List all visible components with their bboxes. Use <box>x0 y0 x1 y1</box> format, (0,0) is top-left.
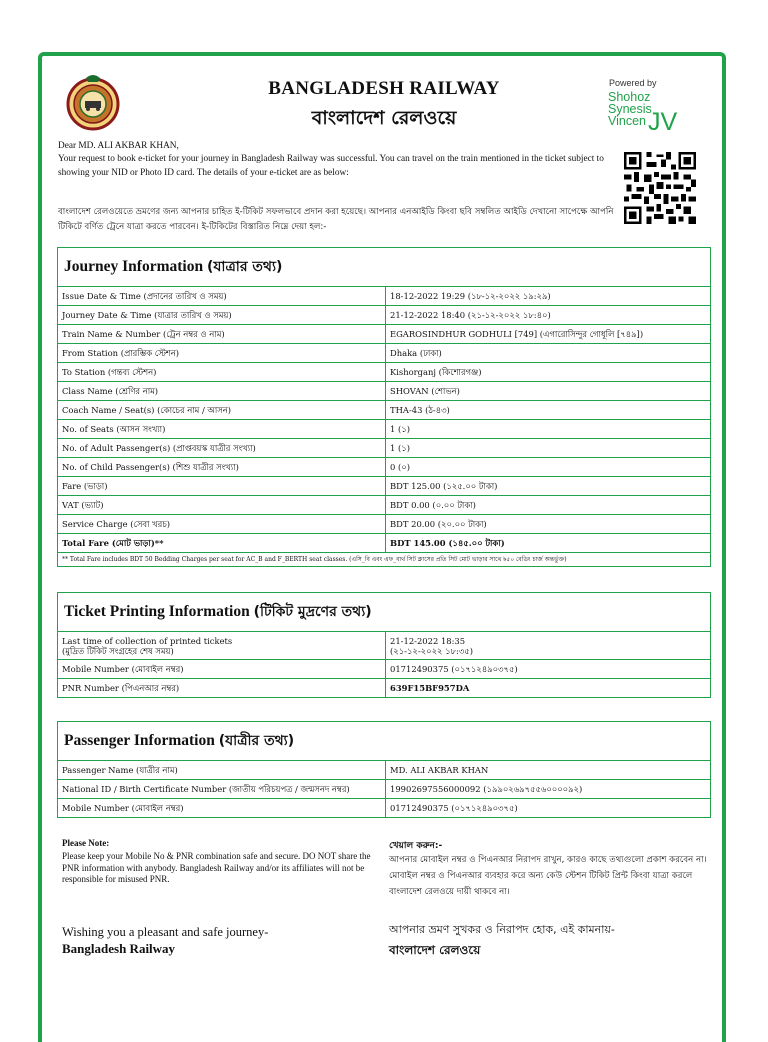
fare-footnote: ** Total Fare includes BDT 50 Bedding Charges per seat for AC_B and F_BERTH seat classes. (এসি_বি এবং এফ_বার্থ সিট ক্লাসের প্রতি সিট মোট ভাড়ার সাথে ৳৫০ বেডিং চার্জ অন্তর্ভুক্ত) <box>58 552 710 566</box>
row-label: No. of Adult Passenger(s) (প্রাপ্তবয়স্ক যাত্রীর সংখ্যা) <box>58 439 386 458</box>
wish-en: Wishing you a pleasant and safe journey- <box>62 925 269 939</box>
page-title-en: BANGLADESH RAILWAY <box>268 78 500 99</box>
row-value: SHOVAN (শোভন) <box>386 382 711 401</box>
row-value: 01712490375 (০১৭১২৪৯০৩৭৫) <box>386 799 711 818</box>
page-title-bn: বাংলাদেশ রেলওয়ে <box>311 107 457 129</box>
collection-value-bn: (২১-১২-২০২২ ১৮:৩৫) <box>390 645 473 656</box>
row-label: From Station (প্রারম্ভিক স্টেশন) <box>58 344 386 363</box>
section-title-bn: (টিকিট মুদ্রণের তথ্য) <box>253 604 372 620</box>
journey-info-section <box>57 247 711 567</box>
row-label: Issue Date & Time (প্রদানের তারিখ ও সময়) <box>58 287 386 306</box>
section-title-bn: (যাত্রার তথ্য) <box>206 259 283 275</box>
row-value: BDT 20.00 (২০.০০ টাকা) <box>386 515 711 534</box>
section-title-en: Passenger Information <box>64 732 215 749</box>
table-row <box>58 632 710 660</box>
table-row <box>58 477 710 496</box>
partner-line: Vincen <box>608 114 646 128</box>
table-row <box>58 420 710 439</box>
collection-label-bn: (মুদ্রিত টিকিট সংগ্রহের শেষ সময়) <box>62 645 174 656</box>
collection-value-en: 21-12-2022 18:35 <box>390 635 466 646</box>
partner-jv: JV <box>648 108 678 136</box>
passenger-info-section <box>57 721 711 818</box>
passenger-table <box>58 760 710 817</box>
table-row <box>58 325 710 344</box>
row-value: Kishorganj (কিশোরগঞ্জ) <box>386 363 711 382</box>
table-row <box>58 780 710 799</box>
section-title-en: Journey Information <box>64 258 204 275</box>
table-row <box>58 363 710 382</box>
section-title-en: Ticket Printing Information <box>64 603 250 620</box>
intro-text-en: Your request to book e-ticket for your journey in Bangladesh Railway was successful. You can travel on the train mentioned in the ticket subject to showing your NID or Photo ID card. The details of your e-ticket are as below: <box>58 154 604 178</box>
table-row <box>58 401 710 420</box>
row-value: 1 (১) <box>386 420 711 439</box>
row-label: National ID / Birth Certificate Number (জাতীয় পরিচয়পত্র / জন্মসনদ নম্বর) <box>58 780 386 799</box>
row-value: MD. ALI AKBAR KHAN <box>386 761 711 780</box>
row-value: 1 (১) <box>386 439 711 458</box>
row-value: Dhaka (ঢাকা) <box>386 344 711 363</box>
wish-bn: আপনার ভ্রমণ সুখকর ও নিরাপদ হোক, এই কামনায়- <box>389 923 615 936</box>
row-label: Mobile Number (মোবাইল নম্বর) <box>58 660 386 679</box>
row-label: Train Name & Number (ট্রেন নম্বর ও নাম) <box>58 325 386 344</box>
row-value: EGAROSINDHUR GODHULI [749] (এগারোসিন্দুর গোধূলি [৭৪৯]) <box>386 325 711 344</box>
note-title-bn: খেয়াল করুন:- <box>389 841 443 851</box>
row-label: Service Charge (সেবা খরচ) <box>58 515 386 534</box>
printing-table <box>58 631 710 697</box>
signature-bn: বাংলাদেশ রেলওয়ে <box>389 943 481 957</box>
journey-info-title <box>58 248 710 286</box>
pnr-value: 639F15BF957DA <box>386 679 711 698</box>
table-row <box>58 496 710 515</box>
row-value: 0 (০) <box>386 458 711 477</box>
signature-en: Bangladesh Railway <box>62 941 176 956</box>
row-label: Coach Name / Seat(s) (কোচের নাম / আসন) <box>58 401 386 420</box>
table-row <box>58 660 710 679</box>
table-row <box>58 458 710 477</box>
note-title-en: Please Note: <box>62 838 110 848</box>
partner-line: Synesis <box>608 102 652 116</box>
qr-code-icon <box>624 152 696 224</box>
row-label: No. of Seats (আসন সংখ্যা) <box>58 420 386 439</box>
row-label: VAT (ভ্যাট) <box>58 496 386 515</box>
row-label: Class Name (শ্রেণির নাম) <box>58 382 386 401</box>
salutation: Dear MD. ALI AKBAR KHAN, <box>58 141 179 151</box>
table-row <box>58 515 710 534</box>
row-value: BDT 0.00 (০.০০ টাকা) <box>386 496 711 515</box>
row-label <box>58 632 386 660</box>
table-row <box>58 799 710 818</box>
row-value: 18-12-2022 19:29 (১৮-১২-২০২২ ১৯:২৯) <box>386 287 711 306</box>
row-value: 01712490375 (০১৭১২৪৯০৩৭৫) <box>386 660 711 679</box>
table-row <box>58 306 710 325</box>
passenger-info-title <box>58 722 710 760</box>
intro-text-bn: বাংলাদেশ রেলওয়েতে ভ্রমণের জন্য আপনার চাহিত ই-টিকিট সফলভাবে প্রদান করা হয়েছে। আপনার এনআইডি কিংবা ছবি সম্বলিত আইডি দেখানো সাপেক্ষে আপনি টিকিটে বর্ণিত ট্রেনে যাত্রা করতে পারবেন। ই-টিকিটের বিস্তারিত নিম্নে দেয়া হল:- <box>58 207 614 232</box>
table-row <box>58 344 710 363</box>
row-label: Total Fare (মোট ভাড়া)** <box>58 534 386 553</box>
section-title-bn: (যাত্রীর তথ্য) <box>218 733 295 749</box>
table-row <box>58 382 710 401</box>
row-label: PNR Number (পিএনআর নম্বর) <box>58 679 386 698</box>
note-text-bn: আপনার মোবাইল নম্বর ও পিএনআর নিরাপদ রাখুন, কারও কাছে তথ্যগুলো প্রকাশ করবেন না। মোবাইল নম্বর ও পিএনআর ব্যবহার করে অন্য কেউ স্টেশন টিকিট প্রিন্ট কিংবা যাত্রা করলে বাংলাদেশ রেলওয়ে দায়ী থাকবে না। <box>389 855 707 897</box>
collection-label-en: Last time of collection of printed tickets <box>62 635 233 646</box>
total-fare-row <box>58 534 710 553</box>
powered-by-label: Powered by <box>609 78 657 88</box>
table-row <box>58 761 710 780</box>
row-label: Journey Date & Time (যাত্রার তারিখ ও সময়) <box>58 306 386 325</box>
note-text-en: Please keep your Mobile No & PNR combination safe and secure. DO NOT share the PNR information with anybody. Bangladesh Railway and/or its affiliates will not be responsible for misused PNR. <box>62 851 371 884</box>
table-row <box>58 679 710 698</box>
row-label: Passenger Name (যাত্রীর নাম) <box>58 761 386 780</box>
partner-logo <box>608 91 652 127</box>
row-label: No. of Child Passenger(s) (শিশু যাত্রীর সংখ্যা) <box>58 458 386 477</box>
row-label: To Station (গন্তব্য স্টেশন) <box>58 363 386 382</box>
row-value: 19902697556000092 (১৯৯০২৬৯৭৫৫৬০০০০৯২) <box>386 780 711 799</box>
partner-line: Shohoz <box>608 90 651 104</box>
row-value: 21-12-2022 18:40 (২১-১২-২০২২ ১৮:৪০) <box>386 306 711 325</box>
row-value: THA-43 (ঠ-৪৩) <box>386 401 711 420</box>
printing-info-section <box>57 592 711 698</box>
journey-table <box>58 286 710 552</box>
row-value <box>386 632 711 660</box>
printing-info-title <box>58 593 710 631</box>
row-label: Fare (ভাড়া) <box>58 477 386 496</box>
row-value: BDT 125.00 (১২৫.০০ টাকা) <box>386 477 711 496</box>
row-value: BDT 145.00 (১৪৫.০০ টাকা) <box>386 534 711 553</box>
row-label: Mobile Number (মোবাইল নম্বর) <box>58 799 386 818</box>
table-row <box>58 439 710 458</box>
table-row <box>58 287 710 306</box>
